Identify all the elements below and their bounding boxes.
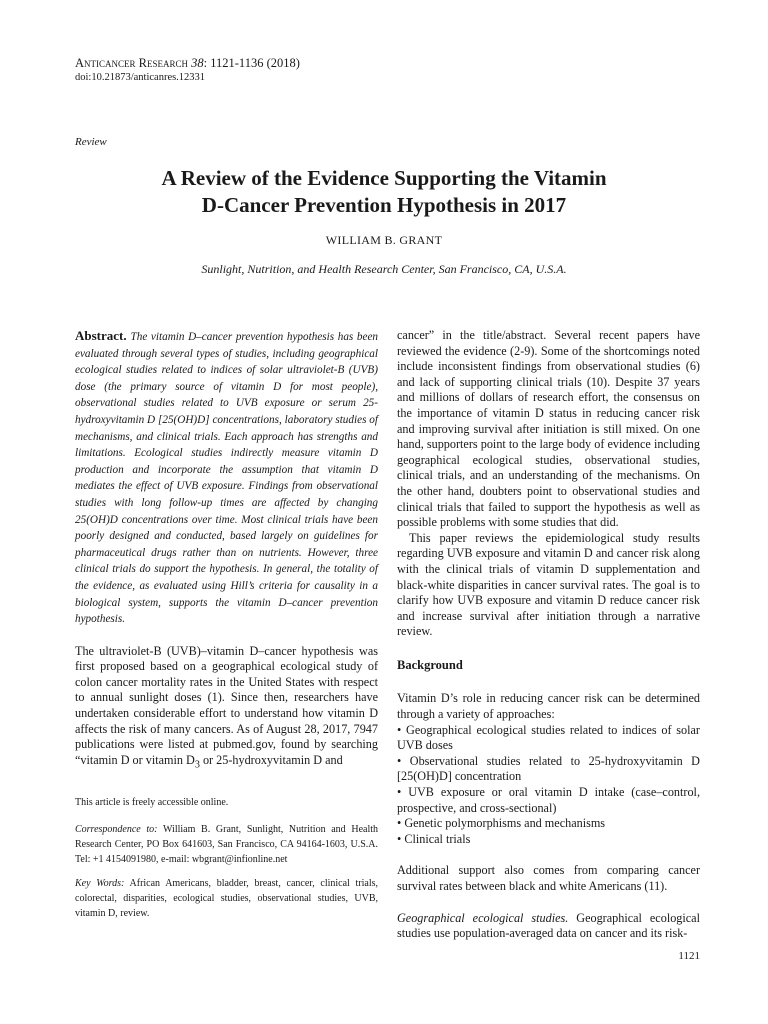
abstract (75, 328, 378, 628)
access-note: This article is freely accessible online. (75, 797, 229, 808)
intro-subscript: 3 (194, 759, 200, 771)
journal-pages-year: : 1121-1136 (2018) (203, 56, 300, 70)
affiliation: Sunlight, Nutrition, and Health Research Center, San Francisco, CA, U.S.A. (201, 262, 567, 276)
journal-volume: 38 (191, 56, 204, 70)
intro-text-a: The ultraviolet-B (UVB)–vitamin D–cancer hypothesis was first proposed based on a geographical ecological study of colon cancer mortality rates in the United States with respect to annual sunlight doses (1). Since then, researchers have undertaken considerable effort to understand how vitamin D affects the risk of many cancers. As of August 28, 2017, 7947 publications were listed at pubmed.gov, found by searching “vitamin D or vitamin D (75, 643, 378, 767)
key-words-text: African Americans, bladder, breast, cancer, clinical trials, colorectal, disparities, ecological studies, observational studies, UVB, vitamin D, review. (75, 878, 378, 919)
background-bullet: • UVB exposure or oral vitamin D intake (case–control, prospective, and cross-sectional) (397, 785, 700, 816)
page-number: 1121 (678, 950, 700, 962)
right-column (397, 328, 700, 942)
background-intro: Vitamin D’s role in reducing cancer risk can be determined through a variety of approaches: (397, 691, 700, 722)
author: WILLIAM B. GRANT (325, 233, 443, 247)
intro-paragraph-2: This paper reviews the epidemiological study results regarding UVB exposure and vitamin D and cancer risk along with the clinical trials of vitamin D supplementation and black-white disparities in cancer survival rates. The goal is to clarify how UVB exposure and vitamin D reduce cancer risk and increase survival after initiation through a narrative review. (397, 530, 700, 639)
background-bullet: • Clinical trials (397, 832, 700, 848)
correspondence (75, 822, 378, 867)
abstract-label: Abstract. (75, 328, 127, 343)
correspondence-text: William B. Grant, Sunlight, Nutrition and Health Research Center, PO Box 641603, San Francisco, CA 94164-1603, U.S.A. Tel: +1 4154091980, e-mail: wbgrant@infionline.net (75, 824, 378, 865)
geographical-paragraph (397, 911, 700, 942)
intro-continued: cancer” in the title/abstract. Several recent papers have reviewed the evidence (2-9). Some of the shortcomings noted include inconsistent findings from observational studies (6) and lack of supporting clinical trials (10). Despite 37 years and millions of dollars of research effort, the consensus on the importance of vitamin D status in reducing cancer risk and improving survival after initiation is still mixed. On one hand, supporters point to the large body of evidence including geographical ecological studies, observational studies, clinical trials, and an understanding of the mechanisms. On the other hand, doubters point to observational studies and clinical trials that failed to support the hypothesis as well as possible problems with some studies that did. (397, 328, 700, 530)
journal-name: Anticancer Research (75, 56, 188, 70)
geographical-text: Geographical ecological studies use population-averaged data on cancer and its risk- (397, 910, 700, 941)
doi[interactable]: doi:10.21873/anticanres.12331 (75, 72, 206, 83)
background-heading: Background (397, 657, 463, 672)
additional-support: Additional support also comes from comparing cancer survival rates between black and white Americans (11). (397, 863, 700, 893)
geographical-label: Geographical ecological studies. (397, 910, 569, 925)
article-title (0, 165, 768, 219)
key-words (75, 876, 378, 921)
background-bullet: • Observational studies related to 25-hydroxyvitamin D [25(OH)D] concentration (397, 754, 700, 785)
background-bullet: • Geographical ecological studies related to indices of solar UVB doses (397, 723, 700, 754)
article-type: Review (75, 136, 107, 148)
left-column (75, 328, 378, 773)
title-line-1: A Review of the Evidence Supporting the Vitamin (161, 166, 607, 190)
journal-citation (75, 55, 300, 71)
abstract-text: The vitamin D–cancer prevention hypothesis has been evaluated through several types of studies, including geographical ecological studies related to indices of solar ultraviolet-B (UVB) dose (the primary source of vitamin D for most people), observational studies related to UVB exposure or serum 25-hydroxyvitamin D [25(OH)D] concentrations, laboratory studies of mechanisms, and clinical trials. Each approach has strengths and limitations. Ecological studies indirectly measure vitamin D production and incorporate the assumption that vitamin D mediates the effect of UVB exposure. Findings from observational studies with long follow-up times are affected by changing 25(OH)D concentrations over time. Most clinical trials have been poorly designed and conducted, based largely on guidelines for pharmaceutical drugs rather than on nutrients. However, three clinical trials do support the hypothesis. In general, the totality of the evidence, as evaluated using Hill’s criteria for causality in a biological system, supports the vitamin D–cancer prevention hypothesis. (75, 331, 379, 626)
key-words-label: Key Words: (75, 878, 125, 889)
intro-text-b: or 25-hydroxyvitamin D and (199, 752, 343, 767)
background-bullet: • Genetic polymorphisms and mechanisms (397, 816, 700, 832)
intro-paragraph (75, 644, 378, 773)
title-line-2: D-Cancer Prevention Hypothesis in 2017 (201, 193, 567, 217)
correspondence-label: Correspondence to: (75, 824, 158, 835)
